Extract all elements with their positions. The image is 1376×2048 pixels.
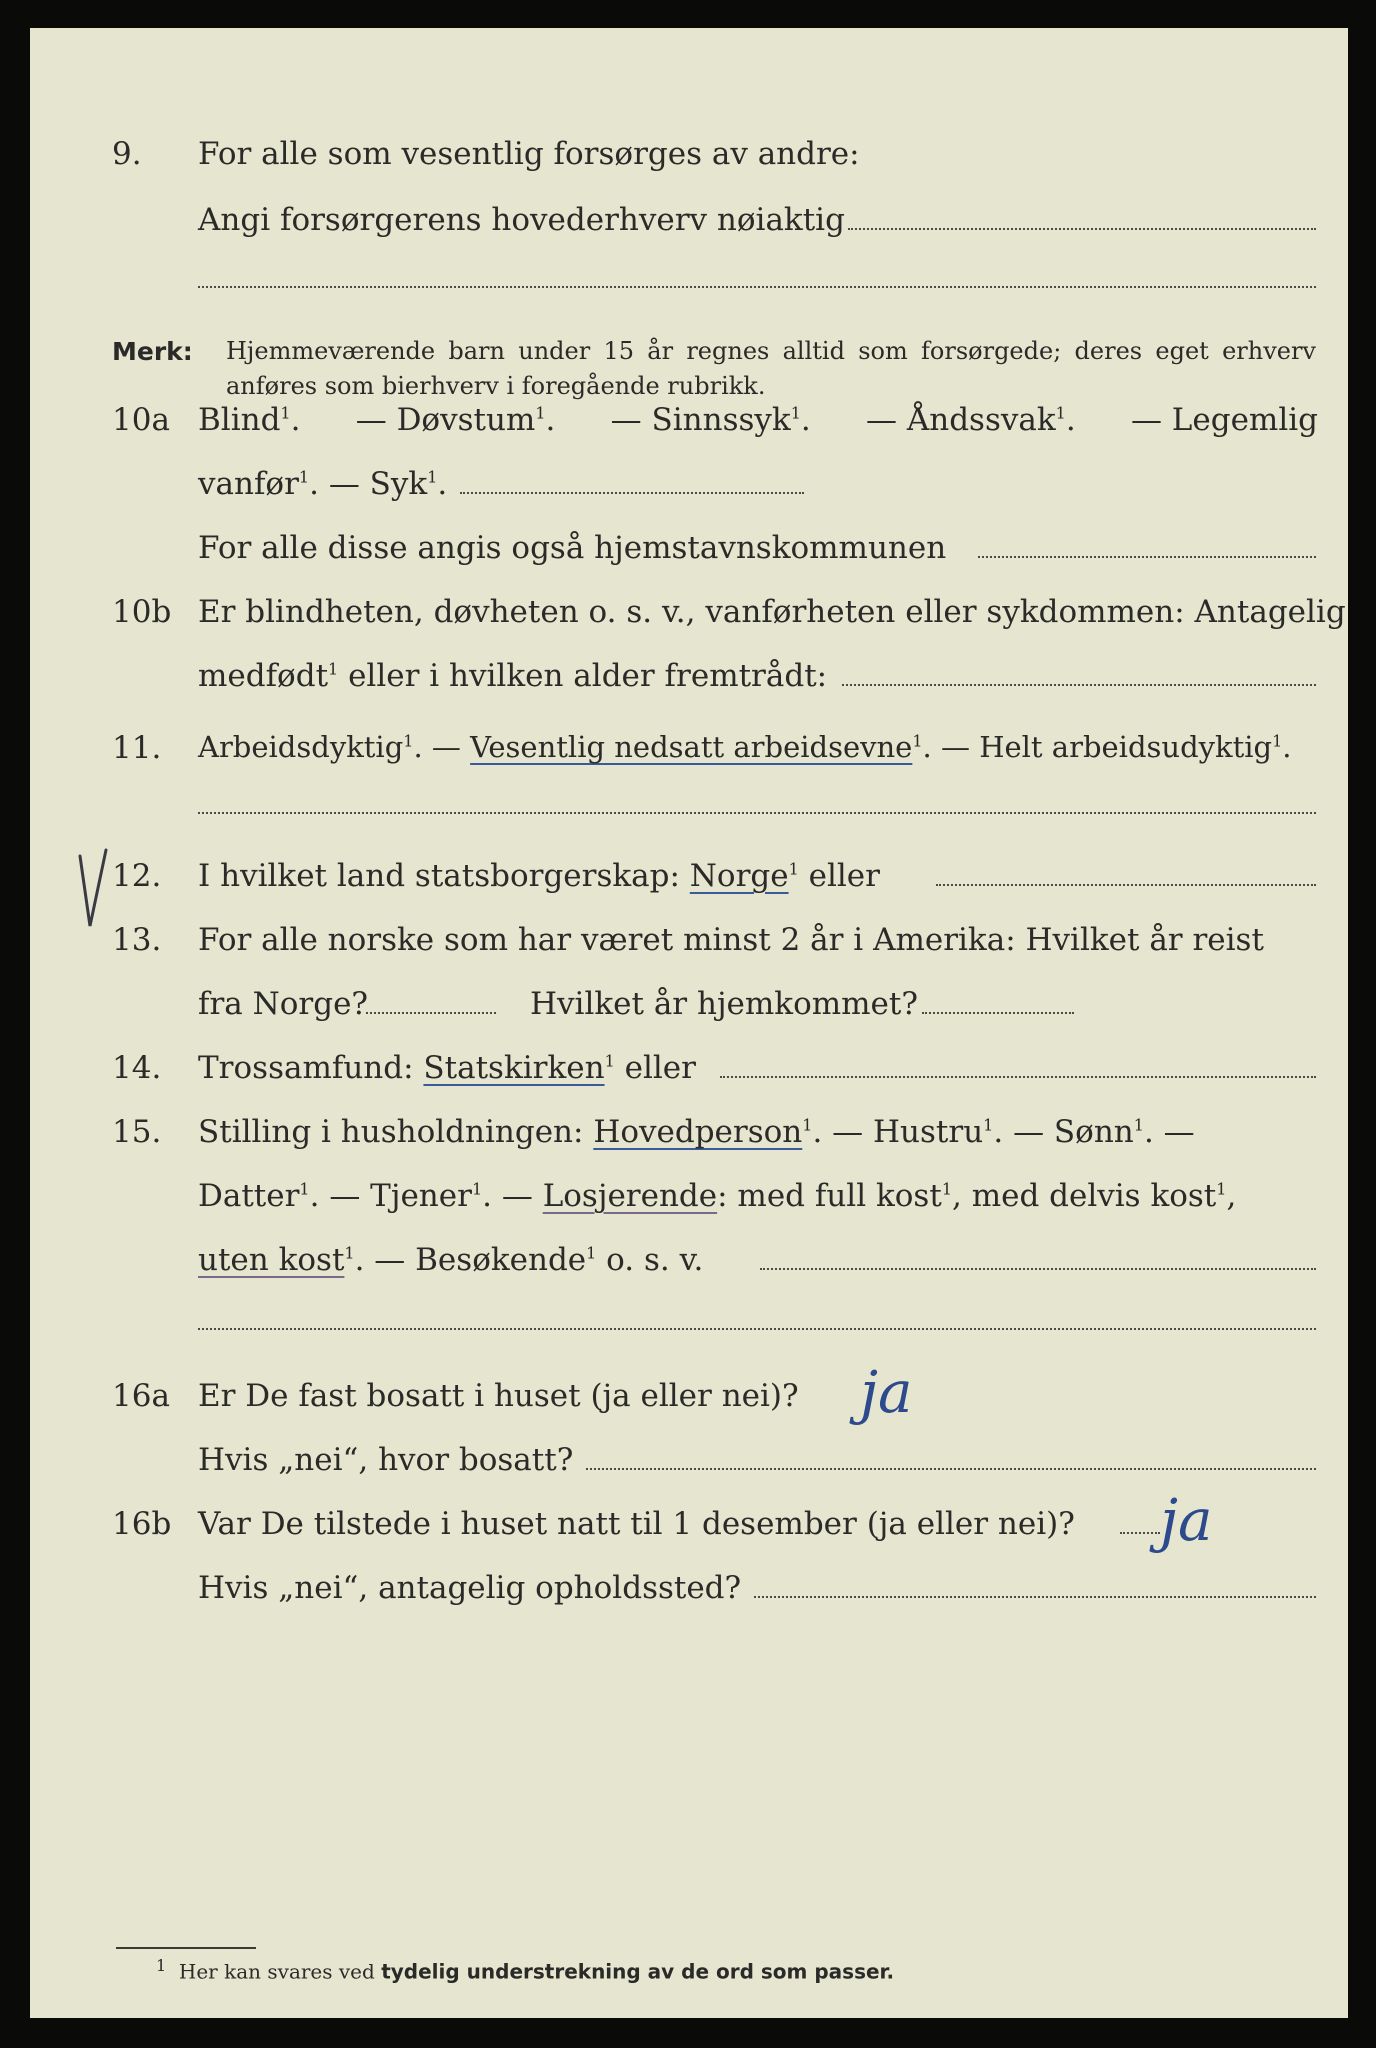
footnote-rule [116, 1947, 256, 1949]
option-andssvak: — Åndssvak$^1$. [866, 402, 1076, 438]
question-10a [30, 398, 1348, 442]
question-number: 10b [112, 594, 172, 630]
answer-line[interactable] [198, 812, 1316, 814]
question-text: Hvilket år hjemkommet? [530, 986, 918, 1022]
answer-line[interactable] [198, 286, 1316, 288]
question-text: For alle som vesentlig forsørges av andre: [198, 136, 860, 172]
question-15 [30, 1110, 1348, 1154]
underlined-answer: Statskirken [423, 1050, 605, 1086]
note-label: Merk: [112, 337, 193, 366]
answer-line[interactable] [754, 1596, 1316, 1598]
question-16b [30, 1502, 1348, 1546]
question-15-line-3 [30, 1238, 1348, 1282]
question-text [198, 402, 1318, 438]
answer-line[interactable] [848, 228, 1316, 230]
question-text: I hvilket land statsborgerskap: Norge$^1$ eller [198, 858, 880, 894]
footnote: $^1$ Her kan svares ved tydelig understrekning av de ord som passer. [156, 1956, 895, 1984]
question-text: For alle norske som har været minst 2 år i Amerika: Hvilket år reist [198, 922, 1264, 958]
option-sinnssyk: — Sinnssyk$^1$. [610, 402, 811, 438]
question-text: uten kost$^1$. — Besøkende$^1$ o. s. v. [198, 1242, 704, 1278]
question-text: Hvis „nei“, antagelig opholdssted? [198, 1570, 742, 1606]
question-15-line-2 [30, 1174, 1348, 1218]
question-text: Hvis „nei“, hvor bosatt? [198, 1442, 574, 1478]
question-16b-line-2 [30, 1566, 1348, 1610]
question-text: Trossamfund: Statskirken$^1$ eller [198, 1050, 696, 1086]
underlined-answer: Vesentlig nedsatt arbeidsevne [470, 730, 913, 764]
handwritten-answer: ja [1160, 1486, 1213, 1554]
question-16a [30, 1374, 1348, 1418]
question-10b [30, 590, 1348, 634]
answer-line[interactable] [460, 492, 804, 494]
answer-line[interactable] [366, 1012, 496, 1014]
option-dovstum: — Døvstum$^1$. [355, 402, 556, 438]
option-blind: Blind$^1$. [198, 402, 301, 438]
answer-line[interactable] [198, 1328, 1316, 1330]
question-14 [30, 1046, 1348, 1090]
question-9-line-2 [30, 198, 1348, 242]
question-number: 11. [112, 730, 162, 766]
option-legemlig: — Legemlig [1130, 402, 1318, 438]
answer-line[interactable] [760, 1268, 1316, 1270]
question-11 [30, 726, 1348, 770]
question-text: Er De fast bosatt i huset (ja eller nei)? [198, 1378, 799, 1414]
question-text: Angi forsørgerens hovederhverv nøiaktig [198, 202, 845, 238]
underlined-answer: uten kost [198, 1242, 345, 1278]
question-text: Er blindheten, døvheten o. s. v., vanførheten eller sykdommen: Antagelig [198, 594, 1346, 630]
answer-line[interactable] [842, 684, 1316, 686]
question-text: For alle disse angis også hjemstavnskommunen [198, 530, 947, 566]
question-number: 13. [112, 922, 162, 958]
answer-line[interactable] [586, 1468, 1316, 1470]
question-text: Var De tilstede i huset natt til 1 desember (ja eller nei)? [198, 1506, 1075, 1542]
answer-line[interactable] [720, 1076, 1316, 1078]
question-10a-line-2 [30, 462, 1348, 506]
question-number: 9. [112, 136, 142, 172]
question-text: Stilling i husholdningen: Hovedperson$^1$. — Hustru$^1$. — Sønn$^1$. — [198, 1114, 1195, 1150]
answer-line[interactable] [936, 884, 1316, 886]
question-number: 12. [112, 858, 162, 894]
question-number: 16a [112, 1378, 170, 1414]
underlined-answer: Norge [689, 858, 789, 894]
underlined-answer: Losjerende [542, 1178, 718, 1214]
question-text: vanfør$^1$. — Syk$^1$. [198, 466, 448, 502]
underlined-answer: Hovedperson [593, 1114, 803, 1150]
question-number: 14. [112, 1050, 162, 1086]
note-text: Hjemmeværende barn under 15 år regnes alltid som forsørgede; deres eget erhverv anføres som bierhverv i foregående rubrikk. [226, 337, 1316, 400]
question-13 [30, 918, 1348, 962]
handwritten-answer: ja [860, 1358, 913, 1426]
question-number: 16b [112, 1506, 172, 1542]
question-12 [30, 854, 1348, 898]
question-text: medfødt$^1$ eller i hvilken alder fremtrådt: [198, 658, 828, 694]
question-16a-line-2 [30, 1438, 1348, 1482]
question-text: fra Norge? [198, 986, 369, 1022]
answer-line[interactable] [922, 1012, 1074, 1014]
question-10a-line-3 [30, 526, 1348, 570]
answer-line[interactable] [1120, 1532, 1160, 1534]
question-text: Datter$^1$. — Tjener$^1$. — Losjerende: med full kost$^1$, med delvis kost$^1$, [198, 1178, 1237, 1214]
question-13-line-2 [30, 982, 1348, 1026]
answer-line[interactable] [978, 556, 1316, 558]
form-page [30, 28, 1348, 2018]
question-10b-line-2 [30, 654, 1348, 698]
question-number: 10a [112, 402, 170, 438]
question-text: Arbeidsdyktig$^1$. — Vesentlig nedsatt arbeidsevne$^1$. — Helt arbeidsudyktig$^1$. [198, 730, 1292, 764]
question-9 [30, 132, 1348, 176]
question-number: 15. [112, 1114, 162, 1150]
